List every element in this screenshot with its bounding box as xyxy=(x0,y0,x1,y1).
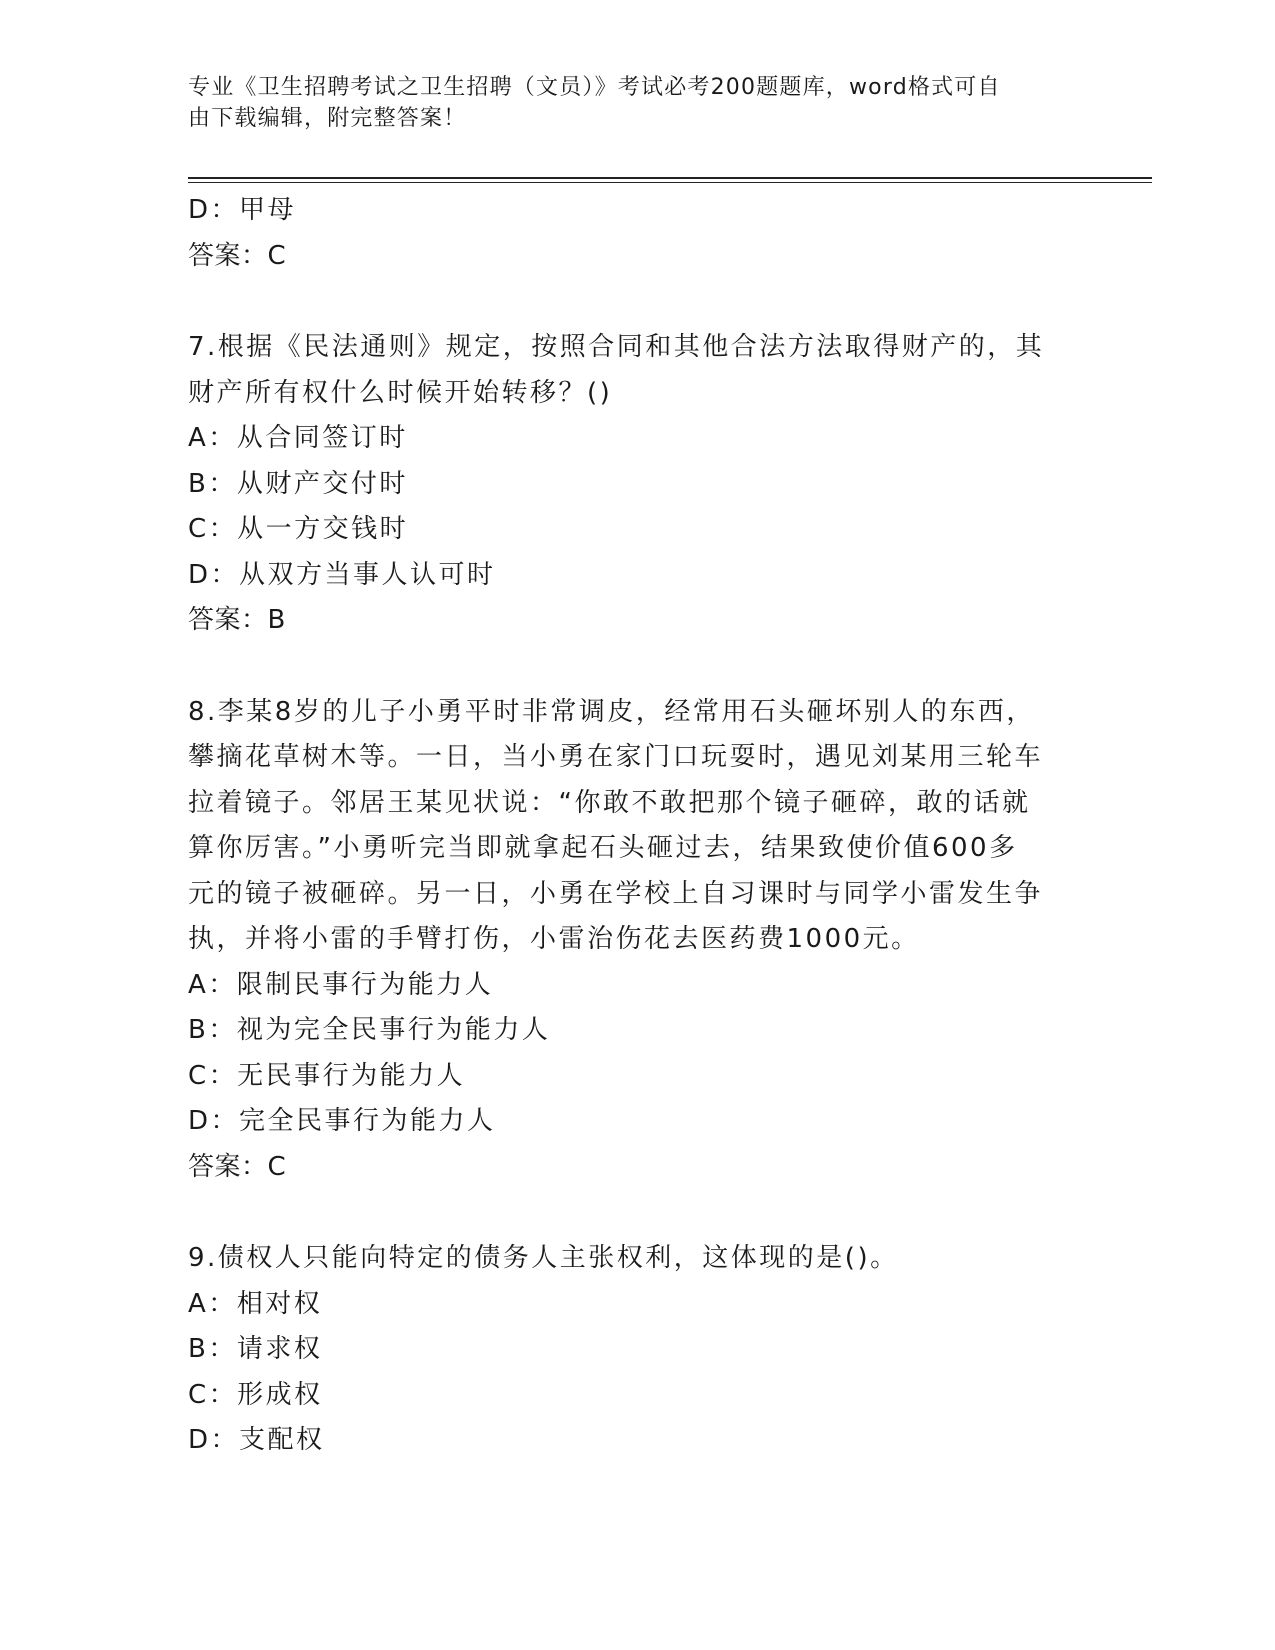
q9-option-c: C：形成权 xyxy=(188,1379,323,1410)
spacer xyxy=(188,1190,1088,1236)
q8-option-c: C：无民事行为能力人 xyxy=(188,1060,466,1091)
q8-option-b: B：视为完全民事行为能力人 xyxy=(188,1015,551,1045)
header-divider-thin xyxy=(188,182,1152,183)
q8-stem-line-6: 执，并将小雷的手臂打伤，小雷治伤花去医药费1000元。 xyxy=(188,924,920,954)
q9-option-d: D：支配权 xyxy=(188,1425,325,1455)
q8-stem-line-4: 算你厉害。”小勇听完当即就拿起石头砸过去，结果致使价值600多 xyxy=(188,833,1018,863)
q7-option-c: C：从一方交钱时 xyxy=(188,514,409,544)
spacer xyxy=(188,279,1088,325)
q6-option-d: D：甲母 xyxy=(188,195,297,225)
q9-stem xyxy=(188,1236,1088,1282)
q9-option-a: A：相对权 xyxy=(188,1288,323,1319)
q8-stem-line-3: 拉着镜子。邻居王某见状说：“你敢不敢把那个镜子砸碎，敢的话就 xyxy=(188,787,1031,818)
q8-stem-line-1: 8.李某8岁的儿子小勇平时非常调皮，经常用石头砸坏别人的东西， xyxy=(188,696,1035,727)
question-6-tail xyxy=(188,188,1088,279)
q7-stem xyxy=(188,325,1088,416)
q7-option-b: B：从财产交付时 xyxy=(188,468,408,499)
q8-answer: 答案：C xyxy=(188,1151,287,1182)
q8-stem-line-5: 元的镜子被砸碎。另一日，小勇在学校上自习课时与同学小雷发生争 xyxy=(188,878,1044,909)
header-line-1: 专业《卫生招聘考试之卫生招聘（文员）》考试必考200题题库，word格式可自 xyxy=(188,75,1001,100)
q7-option-d: D：从双方当事人认可时 xyxy=(188,559,496,590)
header-divider-thick xyxy=(188,177,1152,179)
q8-stem-line-2: 攀摘花草树木等。一日，当小勇在家门口玩耍时，遇见刘某用三轮车 xyxy=(188,742,1044,772)
q6-answer: 答案：C xyxy=(188,240,287,271)
question-8 xyxy=(188,690,1088,1191)
q8-option-d: D：完全民事行为能力人 xyxy=(188,1106,496,1136)
questions-content xyxy=(188,188,1088,1464)
q7-answer: 答案：B xyxy=(188,605,286,635)
header-line-2: 由下载编辑，附完整答案！ xyxy=(188,106,467,131)
q7-stem-line-2: 财产所有权什么时候开始转移？() xyxy=(188,377,613,408)
q7-stem-line-1: 7.根据《民法通则》规定，按照合同和其他合法方法取得财产的，其 xyxy=(188,332,1045,362)
q8-option-a: A：限制民事行为能力人 xyxy=(188,969,494,1000)
question-9 xyxy=(188,1236,1088,1464)
page-header xyxy=(188,72,1068,134)
q9-option-b: B：请求权 xyxy=(188,1334,323,1364)
q8-stem xyxy=(188,690,1088,963)
question-7 xyxy=(188,325,1088,644)
q9-stem-line-1: 9.债权人只能向特定的债务人主张权利，这体现的是()。 xyxy=(188,1243,899,1273)
q7-option-a: A：从合同签订时 xyxy=(188,423,408,453)
spacer xyxy=(188,644,1088,690)
